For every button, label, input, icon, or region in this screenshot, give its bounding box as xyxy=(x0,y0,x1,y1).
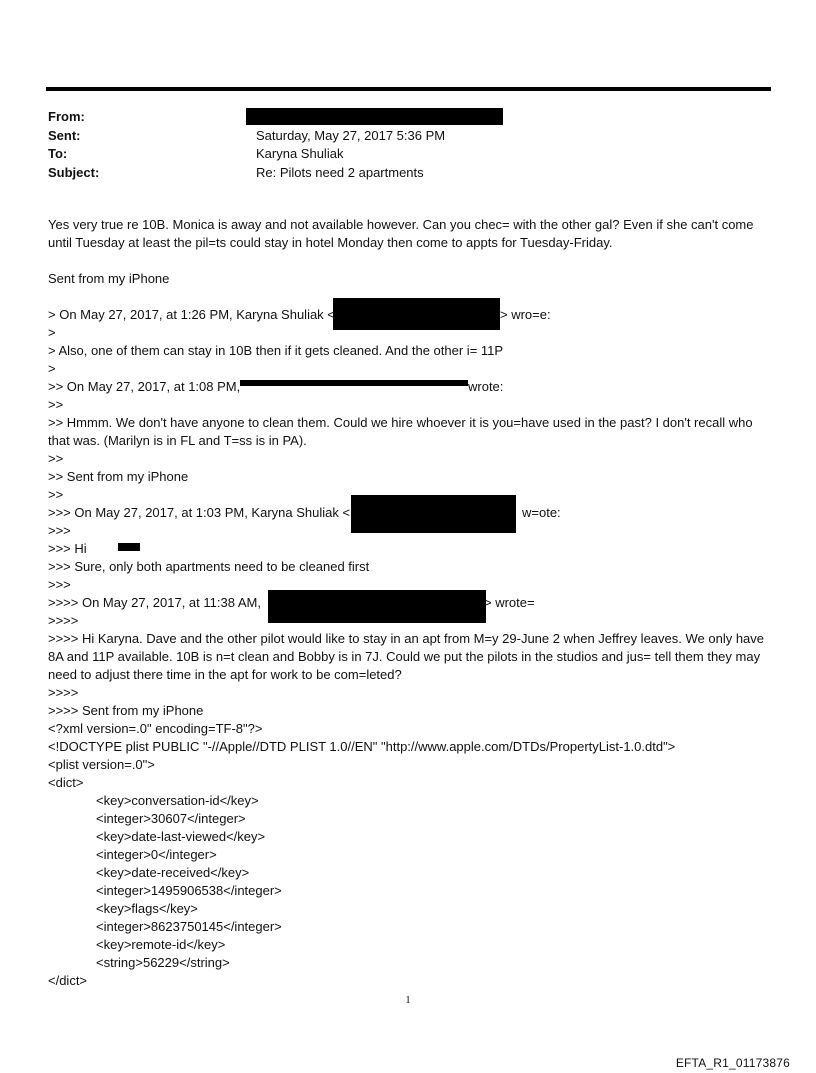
quote-line: >> Sent from my iPhone xyxy=(48,469,189,484)
quote-line: >> On May 27, 2017, at 1:08 PM, wrote: xyxy=(48,379,504,394)
sent-value: Saturday, May 27, 2017 5:36 PM xyxy=(256,127,446,143)
quote-line: >> xyxy=(48,451,64,466)
quote-line: >> xyxy=(48,397,64,412)
quote-line: > xyxy=(48,361,56,376)
quote-line: >>> Hi xyxy=(48,541,87,556)
xml-line: <key>conversation-id</key> xyxy=(96,793,259,808)
to-row xyxy=(48,145,748,164)
quote-line: >>> xyxy=(48,577,71,592)
sent-label: Sent: xyxy=(48,127,81,143)
xml-line: <string>56229</string> xyxy=(96,955,230,970)
redaction-from xyxy=(246,108,503,125)
xml-line: <key>remote-id</key> xyxy=(96,937,226,952)
quote-line: >>>> Sent from my iPhone xyxy=(48,703,204,718)
quote-line: > On May 27, 2017, at 1:26 PM, Karyna Shuliak < > wro=e: xyxy=(48,307,551,322)
xml-line: <integer>1495906538</integer> xyxy=(96,883,282,898)
quote-line: >>>> Hi Karyna. Dave and the other pilot would like to stay in an apt from M=y 29-June 2 when Jeffrey leaves. We only have 8A and 11P available. 10B is n=t clean and Bobby is in 7J. Could we put the pilots in the studios and jus= tell them they may need to adjust there time in the apt for work to be com=leted? xyxy=(48,631,765,682)
document-id: EFTA_R1_01173876 xyxy=(675,1056,790,1070)
email-body xyxy=(48,216,768,990)
xml-line: <dict> xyxy=(48,775,84,790)
xml-line: <plist version=.0"> xyxy=(48,757,155,772)
xml-line: <integer>8623750145</integer> xyxy=(96,919,282,934)
quote-line: >>> xyxy=(48,523,71,538)
page-number: 1 xyxy=(405,994,411,1006)
signature-line: Sent from my iPhone xyxy=(48,271,170,286)
quote-line: >> Hmmm. We don't have anyone to clean them. Could we hire whoever it is you=have used in the past? I don't recall who that was. (Marilyn is in FL and T=ss is in PA). xyxy=(48,415,753,448)
quote-line: >>>> xyxy=(48,685,79,700)
xml-line: <integer>0</integer> xyxy=(96,847,217,862)
quote-line: >> xyxy=(48,487,64,502)
subject-value: Re: Pilots need 2 apartments xyxy=(256,164,424,180)
header-rule xyxy=(46,87,771,91)
subject-label: Subject: xyxy=(48,164,100,180)
xml-line: <integer>30607</integer> xyxy=(96,811,246,826)
reply-paragraph: Yes very true re 10B. Monica is away and not available however. Can you chec= with the other gal? Even if she can't come until Tuesday at least the pil=ts could stay in hotel Monday then come to appts for Tuesday-Friday. xyxy=(48,217,754,250)
quote-line: >>> On May 27, 2017, at 1:03 PM, Karyna Shuliak < w=ote: xyxy=(48,505,561,520)
quote-line: > xyxy=(48,325,56,340)
xml-line: <?xml version=.0" encoding=TF-8"?> xyxy=(48,721,263,736)
sent-row xyxy=(48,127,748,146)
subject-row xyxy=(48,164,748,183)
xml-line: </dict> xyxy=(48,973,88,988)
to-value: Karyna Shuliak xyxy=(256,146,344,161)
xml-line: <key>flags</key> xyxy=(96,901,198,916)
quote-line: > Also, one of them can stay in 10B then if it gets cleaned. And the other i= 11P xyxy=(48,343,504,358)
xml-line: <key>date-last-viewed</key> xyxy=(96,829,266,844)
quote-line: >>>> xyxy=(48,613,79,628)
xml-line: <key>date-received</key> xyxy=(96,865,250,880)
to-label: To: xyxy=(48,146,68,161)
quote-line: >>>> On May 27, 2017, at 11:38 AM, > wrote= xyxy=(48,595,535,610)
from-label: From: xyxy=(48,109,85,124)
xml-line: <!DOCTYPE plist PUBLIC "-//Apple//DTD PLIST 1.0//EN" "http://www.apple.com/DTDs/PropertyList-1.0.dtd"> xyxy=(48,739,676,754)
quote-line: >>> Sure, only both apartments need to be cleaned first xyxy=(48,559,370,574)
